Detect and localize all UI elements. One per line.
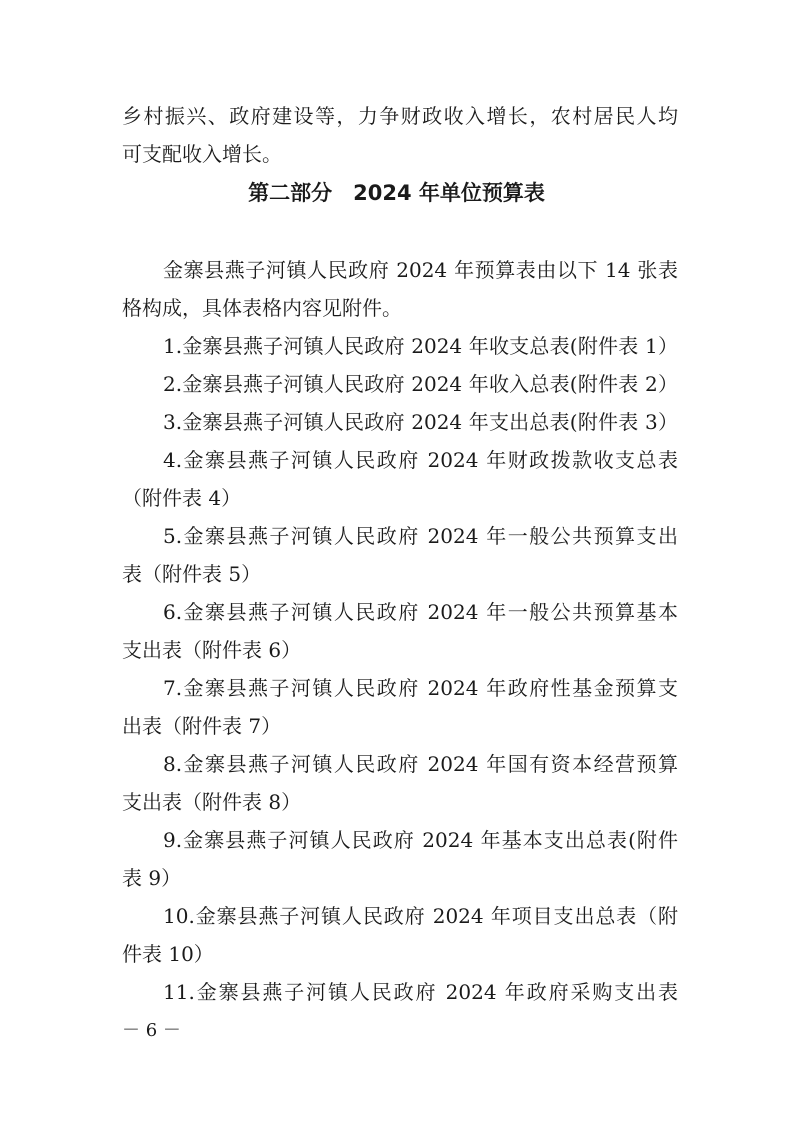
page-number: － 6 － [122, 1020, 181, 1041]
section-heading: 第二部分 2024 年单位预算表 [248, 181, 545, 205]
list-item-5-cont: 表（附件表 5） [122, 562, 262, 586]
intro-tail-line-1: 乡村振兴、政府建设等，力争财政收入增长，农村居民人均 [122, 104, 678, 128]
list-item-4-cont: （附件表 4） [122, 486, 242, 510]
list-item-1: 1.金寨县燕子河镇人民政府 2024 年收支总表(附件表 1） [163, 334, 678, 358]
list-item-7-cont: 出表（附件表 7） [122, 714, 282, 738]
list-item-8: 8.金寨县燕子河镇人民政府 2024 年国有资本经营预算 [163, 752, 678, 776]
list-item-5: 5.金寨县燕子河镇人民政府 2024 年一般公共预算支出 [163, 524, 678, 548]
list-item-6: 6.金寨县燕子河镇人民政府 2024 年一般公共预算基本 [163, 600, 678, 624]
list-item-2: 2.金寨县燕子河镇人民政府 2024 年收入总表(附件表 2） [163, 372, 678, 396]
list-item-10-cont: 件表 10） [122, 942, 214, 966]
list-item-10: 10.金寨县燕子河镇人民政府 2024 年项目支出总表（附 [163, 904, 678, 928]
list-item-6-cont: 支出表（附件表 6） [122, 638, 302, 662]
summary-line-1: 金寨县燕子河镇人民政府 2024 年预算表由以下 14 张表 [163, 258, 678, 282]
list-item-8-cont: 支出表（附件表 8） [122, 790, 302, 814]
summary-line-2: 格构成，具体表格内容见附件。 [122, 296, 402, 320]
intro-tail-line-2: 可支配收入增长。 [122, 142, 282, 166]
list-item-3: 3.金寨县燕子河镇人民政府 2024 年支出总表(附件表 3） [163, 410, 678, 434]
list-item-9-cont: 表 9） [122, 866, 182, 890]
list-item-9: 9.金寨县燕子河镇人民政府 2024 年基本支出总表(附件 [163, 828, 678, 852]
list-item-11: 11.金寨县燕子河镇人民政府 2024 年政府采购支出表 [163, 980, 678, 1004]
list-item-7: 7.金寨县燕子河镇人民政府 2024 年政府性基金预算支 [163, 676, 678, 700]
list-item-4: 4.金寨县燕子河镇人民政府 2024 年财政拨款收支总表 [163, 448, 678, 472]
